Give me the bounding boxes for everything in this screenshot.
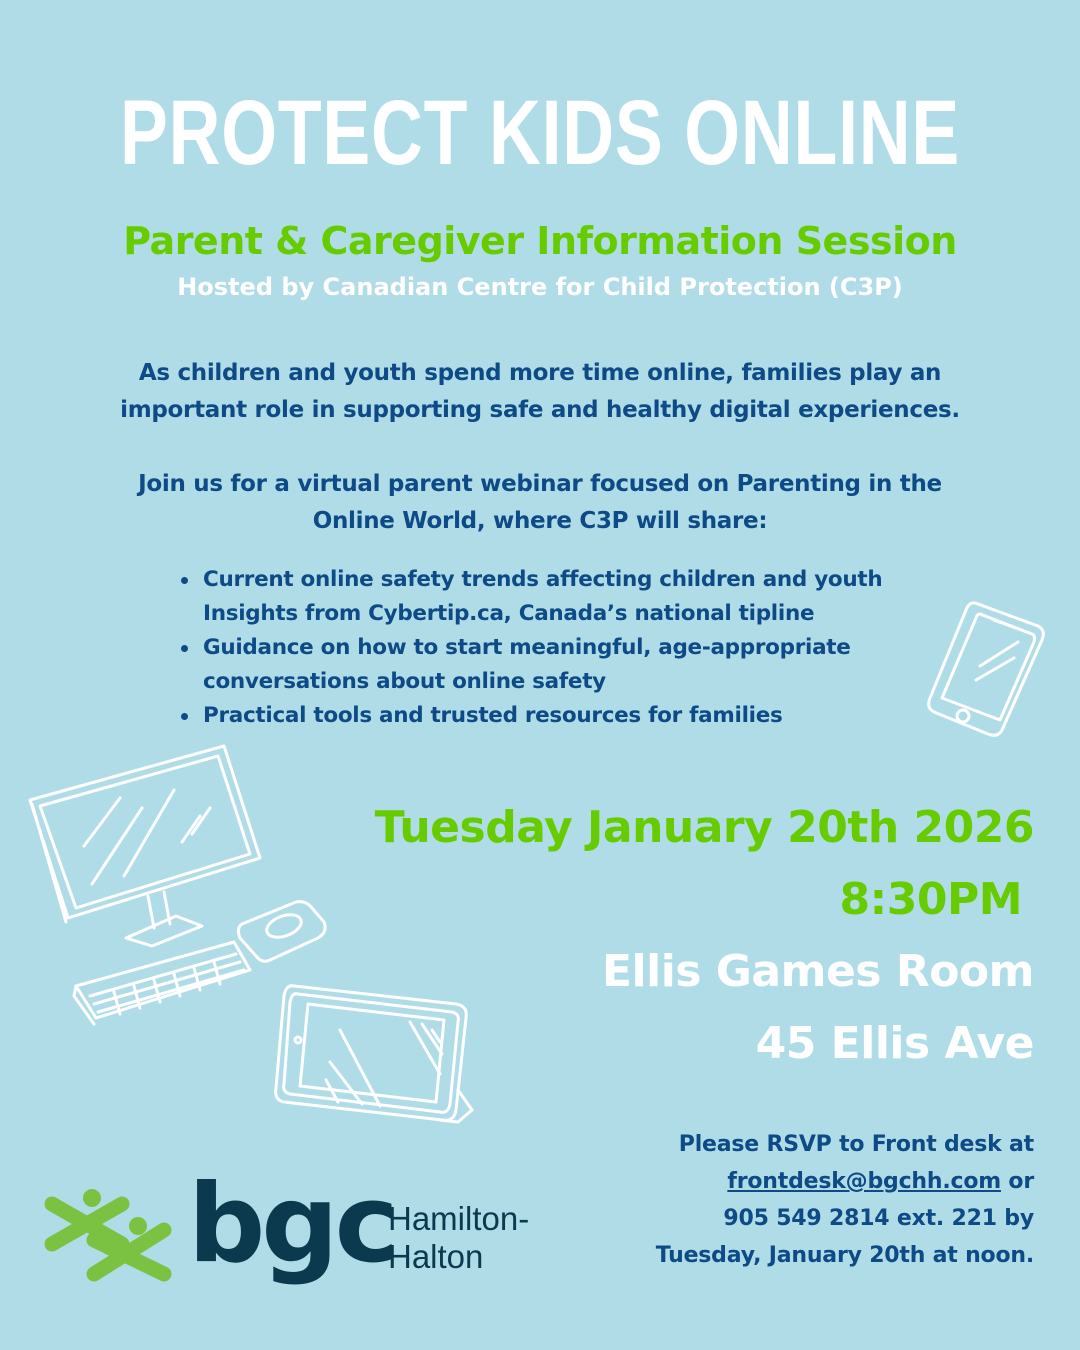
topic-text: Practical tools and trusted resources for families xyxy=(203,703,783,728)
topic-text: Guidance on how to start meaningful, age-appropriate xyxy=(203,635,851,660)
intro-line-1: As children and youth spend more time online, families play an xyxy=(138,360,942,386)
bgc-wordmark: bgc xyxy=(188,1162,395,1287)
topic-item xyxy=(178,699,938,733)
event-venue: Ellis Games Room xyxy=(602,946,1034,997)
smartphone-icon xyxy=(920,596,1050,746)
rsvp-line-2 xyxy=(656,1163,1034,1200)
join-line-2: Online World, where C3P will share: xyxy=(312,508,768,534)
join-paragraph xyxy=(60,466,1020,540)
topic-item xyxy=(178,563,938,631)
host-line: Hosted by Canadian Centre for Child Protection (C3P) xyxy=(177,273,903,301)
rsvp-deadline-line: Tuesday, January 20th at noon. xyxy=(655,1243,1034,1268)
event-time: 8:30PM xyxy=(839,874,1022,925)
rsvp-email-link[interactable]: frontdesk@bgchh.com xyxy=(727,1169,1001,1194)
session-subtitle: Parent & Caregiver Information Session xyxy=(123,219,957,263)
bgc-region-name xyxy=(388,1200,529,1276)
intro-line-2: important role in supporting safe and healthy digital experiences. xyxy=(120,397,960,423)
rsvp-line-1: Please RSVP to Front desk at xyxy=(678,1132,1034,1157)
rsvp-block xyxy=(656,1126,1034,1274)
rsvp-phone-line: 905 549 2814 ext. 221 by xyxy=(723,1206,1034,1231)
join-line-1: Join us for a virtual parent webinar focused on Parenting in the xyxy=(138,471,942,497)
topic-text: Current online safety trends affecting children and youth xyxy=(203,567,883,592)
region-line-1: Hamilton- xyxy=(388,1200,530,1237)
topic-item xyxy=(178,631,938,699)
event-address: 45 Ellis Ave xyxy=(755,1018,1034,1069)
bullet-icon xyxy=(181,713,188,720)
region-line-2: Halton xyxy=(388,1238,484,1275)
tablet-icon xyxy=(272,982,482,1132)
bgc-logo-mark-icon xyxy=(40,1182,180,1282)
topic-text: conversations about online safety xyxy=(203,669,606,694)
event-date: Tuesday January 20th 2026 xyxy=(374,802,1034,853)
topics-list xyxy=(178,563,938,733)
topic-text: Insights from Cybertip.ca, Canada’s national tipline xyxy=(203,601,815,626)
intro-paragraph xyxy=(60,355,1020,429)
bullet-icon xyxy=(181,577,188,584)
poster-title: PROTECT KIDS ONLINE xyxy=(119,82,961,184)
rsvp-or: or xyxy=(1000,1169,1034,1194)
bullet-icon xyxy=(181,645,188,652)
